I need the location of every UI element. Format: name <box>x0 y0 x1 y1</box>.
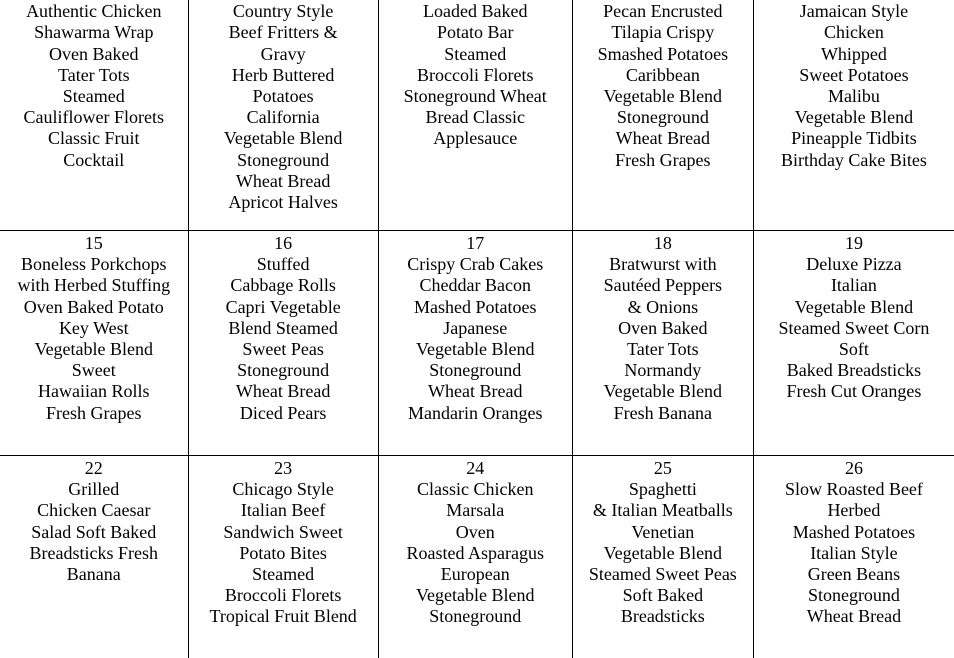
menu-item-line: Classic Chicken <box>379 479 572 500</box>
day-cell <box>378 231 572 456</box>
day-number: 15 <box>0 233 188 254</box>
menu-item-line: Deluxe Pizza <box>754 254 954 275</box>
day-number: 24 <box>379 458 572 479</box>
menu-item-line: Vegetable Blend <box>573 86 753 107</box>
day-cell <box>188 231 378 456</box>
menu-item-line: Italian Beef <box>189 500 378 521</box>
menu-item-line: Vegetable Blend <box>189 128 378 149</box>
menu-item-line: Broccoli Florets <box>379 65 572 86</box>
week-row <box>0 456 954 658</box>
menu-item-line: Whipped <box>754 44 954 65</box>
menu-item-line: Oven Baked <box>573 318 753 339</box>
menu-item-line: European <box>379 564 572 585</box>
day-cell <box>0 0 188 231</box>
menu-item-line: Potato Bar <box>379 22 572 43</box>
day-number: 26 <box>754 458 954 479</box>
menu-item-line: Steamed Sweet Corn <box>754 318 954 339</box>
menu-item-line: Blend Steamed <box>189 318 378 339</box>
menu-item-line: Baked Breadsticks <box>754 360 954 381</box>
menu-item-line: Bratwurst with <box>573 254 753 275</box>
menu-item-line: Broccoli Florets <box>189 585 378 606</box>
menu-item-line: Normandy <box>573 360 753 381</box>
day-cell <box>0 231 188 456</box>
menu-item-line: Vegetable Blend <box>379 339 572 360</box>
menu-item-line: Hawaiian Rolls <box>0 381 188 402</box>
menu-item-line: Stoneground <box>189 360 378 381</box>
menu-item-line: Cabbage Rolls <box>189 275 378 296</box>
menu-item-line: Fresh Grapes <box>0 403 188 424</box>
menu-item-line: Diced Pears <box>189 403 378 424</box>
menu-item-line: Sweet Potatoes <box>754 65 954 86</box>
menu-item-line: Vegetable Blend <box>379 585 572 606</box>
menu-item-line: Tropical Fruit Blend <box>189 606 378 627</box>
menu-item-line: Shawarma Wrap <box>0 22 188 43</box>
day-number: 25 <box>573 458 753 479</box>
menu-item-line: Sweet <box>0 360 188 381</box>
day-number: 16 <box>189 233 378 254</box>
menu-item-line: Stuffed <box>189 254 378 275</box>
menu-item-line: Grilled <box>0 479 188 500</box>
menu-item-line: Applesauce <box>379 128 572 149</box>
menu-item-line: California <box>189 107 378 128</box>
menu-item-line: Steamed Sweet Peas <box>573 564 753 585</box>
day-number: 17 <box>379 233 572 254</box>
menu-item-line: Pecan Encrusted <box>573 1 753 22</box>
menu-item-line: Breadsticks Fresh <box>0 543 188 564</box>
menu-item-line: Wheat Bread <box>754 606 954 627</box>
menu-item-line: Potato Bites <box>189 543 378 564</box>
menu-item-line: Stoneground Wheat <box>379 86 572 107</box>
day-cell <box>753 456 954 658</box>
menu-item-line: Green Beans <box>754 564 954 585</box>
menu-item-line: Italian <box>754 275 954 296</box>
menu-item-line: Soft Baked <box>573 585 753 606</box>
menu-item-line: Caribbean <box>573 65 753 86</box>
menu-item-line: Bread Classic <box>379 107 572 128</box>
menu-item-line: Herbed <box>754 500 954 521</box>
day-cell <box>753 231 954 456</box>
menu-item-line: Stoneground <box>379 360 572 381</box>
menu-item-line: Herb Buttered <box>189 65 378 86</box>
menu-item-line: Steamed <box>379 44 572 65</box>
menu-item-line: Capri Vegetable <box>189 297 378 318</box>
menu-item-line: Venetian <box>573 522 753 543</box>
menu-item-line: Vegetable Blend <box>0 339 188 360</box>
day-cell <box>572 0 753 231</box>
menu-item-line: Chicken Caesar <box>0 500 188 521</box>
menu-item-line: Slow Roasted Beef <box>754 479 954 500</box>
day-number: 22 <box>0 458 188 479</box>
menu-item-line: Crispy Crab Cakes <box>379 254 572 275</box>
menu-item-line: Wheat Bread <box>573 128 753 149</box>
menu-item-line: Boneless Porkchops <box>0 254 188 275</box>
day-cell <box>378 0 572 231</box>
menu-item-line: Apricot Halves <box>189 192 378 213</box>
day-cell <box>0 456 188 658</box>
menu-item-line: Oven Baked <box>0 44 188 65</box>
menu-item-line: Beef Fritters & <box>189 22 378 43</box>
menu-item-line: Vegetable Blend <box>754 107 954 128</box>
menu-item-line: Gravy <box>189 44 378 65</box>
menu-item-line: Classic Fruit <box>0 128 188 149</box>
menu-item-line: Vegetable Blend <box>573 381 753 402</box>
menu-item-line: Cocktail <box>0 150 188 171</box>
menu-item-line: Stoneground <box>754 585 954 606</box>
menu-item-line: Mashed Potatoes <box>754 522 954 543</box>
menu-item-line: Breadsticks <box>573 606 753 627</box>
menu-item-line: Sandwich Sweet <box>189 522 378 543</box>
menu-item-line: Mashed Potatoes <box>379 297 572 318</box>
menu-item-line: Tilapia Crispy <box>573 22 753 43</box>
day-number: 18 <box>573 233 753 254</box>
menu-item-line: Wheat Bread <box>379 381 572 402</box>
menu-item-line: Mandarin Oranges <box>379 403 572 424</box>
menu-item-line: Stoneground <box>189 150 378 171</box>
menu-item-line: Country Style <box>189 1 378 22</box>
menu-item-line: Oven <box>379 522 572 543</box>
menu-item-line: & Italian Meatballs <box>573 500 753 521</box>
menu-item-line: Loaded Baked <box>379 1 572 22</box>
day-cell <box>188 456 378 658</box>
menu-item-line: Potatoes <box>189 86 378 107</box>
menu-item-line: Birthday Cake Bites <box>754 150 954 171</box>
menu-item-line: Stoneground <box>379 606 572 627</box>
menu-item-line: Wheat Bread <box>189 381 378 402</box>
menu-item-line: Stoneground <box>573 107 753 128</box>
menu-item-line: Cauliflower Florets <box>0 107 188 128</box>
menu-item-line: Fresh Grapes <box>573 150 753 171</box>
day-cell <box>572 231 753 456</box>
week-row <box>0 231 954 456</box>
menu-item-line: Italian Style <box>754 543 954 564</box>
menu-item-line: Sautéed Peppers <box>573 275 753 296</box>
menu-item-line: Vegetable Blend <box>754 297 954 318</box>
menu-item-line: Malibu <box>754 86 954 107</box>
menu-item-line: Steamed <box>0 86 188 107</box>
menu-item-line: Oven Baked Potato <box>0 297 188 318</box>
menu-item-line: Spaghetti <box>573 479 753 500</box>
menu-item-line: Sweet Peas <box>189 339 378 360</box>
day-cell <box>378 456 572 658</box>
day-cell <box>188 0 378 231</box>
menu-item-line: Fresh Cut Oranges <box>754 381 954 402</box>
day-number: 19 <box>754 233 954 254</box>
menu-item-line: Tater Tots <box>573 339 753 360</box>
week-row <box>0 0 954 231</box>
menu-item-line: Roasted Asparagus <box>379 543 572 564</box>
menu-item-line: Pineapple Tidbits <box>754 128 954 149</box>
menu-item-line: Chicken <box>754 22 954 43</box>
day-cell <box>753 0 954 231</box>
menu-item-line: Smashed Potatoes <box>573 44 753 65</box>
menu-item-line: Key West <box>0 318 188 339</box>
menu-item-line: Vegetable Blend <box>573 543 753 564</box>
day-cell <box>572 456 753 658</box>
menu-item-line: Jamaican Style <box>754 1 954 22</box>
menu-item-line: & Onions <box>573 297 753 318</box>
menu-item-line: Fresh Banana <box>573 403 753 424</box>
menu-item-line: Soft <box>754 339 954 360</box>
menu-item-line: Tater Tots <box>0 65 188 86</box>
menu-item-line: Chicago Style <box>189 479 378 500</box>
menu-item-line: Authentic Chicken <box>0 1 188 22</box>
menu-item-line: Japanese <box>379 318 572 339</box>
menu-item-line: Wheat Bread <box>189 171 378 192</box>
menu-item-line: Banana <box>0 564 188 585</box>
menu-item-line: Salad Soft Baked <box>0 522 188 543</box>
menu-item-line: Cheddar Bacon <box>379 275 572 296</box>
menu-item-line: with Herbed Stuffing <box>0 275 188 296</box>
menu-item-line: Marsala <box>379 500 572 521</box>
day-number: 23 <box>189 458 378 479</box>
menu-item-line: Steamed <box>189 564 378 585</box>
